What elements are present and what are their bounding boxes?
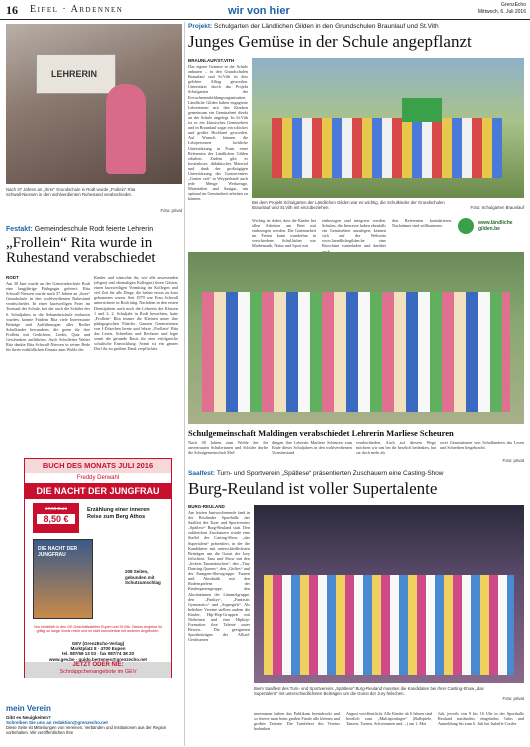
ad-book-cover: DIE NACHT DER JUNGFRAU xyxy=(33,539,93,619)
ad-cta-title: JETZT ODER NIE: xyxy=(72,662,124,668)
ad-banner: BUCH DES MONATS JULI 2016 xyxy=(25,459,171,473)
rodt-photo xyxy=(6,24,182,184)
gilden-logo-text[interactable]: www.ländliche gilden.be xyxy=(478,220,513,232)
ad-web[interactable]: www.gev.be · guido.bertemes@grenzecho.net xyxy=(49,656,147,662)
rodt-text-col2: Kinder und wünschte ihr, wie alle anwesenden (eligen) und ehemaligen Kollegen) ihren Gästen, einen kurzweiligen Vormittag im Kollegen und viel Zeit für alle Dinge, die bisher etwas zu kurz gekommen waren. Seit 1979 war Frau Schwall unterrichtete in Rodt tätig. Nachdem in den ersten Dienstjahren auch noch die Lehrerin der Klassen 1 und 2, 2. Schuljahr in Rodt besuchten, hatte „Frollein“ Rita immer die Kleinen unter ihre pädagogischen Fittiche. Ganzen Generationen von I-Dötzchen lernte und lehrte „Frollein“ Rita das Lesen, Schreiben und Rechnen und legte somit die gesunde Basis für eine erfolgreiche schulische Entwicklung. Somit ist ein ganzes Dorf ihr zu großem Dank verpflichtet. xyxy=(94,275,178,352)
maldingen-text-col1: Nach 38 Jahren zum Wohle der ihr anvertrauten Schülerinnen und Schüler durfte die Schulgemeinschaft Mal- xyxy=(188,440,268,456)
burg-headline: Burg-Reuland ist voller Supertalente xyxy=(188,479,438,498)
maldingen-photo-credit: Foto: privat xyxy=(502,458,524,463)
maldingen-photo xyxy=(188,252,524,424)
gemuese-photo xyxy=(252,58,524,198)
maldingen-headline: Schulgemeinschaft Maldingen verabschiedet Lehrerin Marliese Scheuren xyxy=(188,428,454,438)
publication-date: Mittwoch, 6. Juli 2016 xyxy=(477,9,526,15)
rodt-dateline: RODT xyxy=(6,275,19,280)
rodt-photo-caption: Nach 37 Jahren an „ihrer“ Grundschule in Rodt wurde „Frollein“ Rita Schwall-Niessen in den wohlverdienten Ruhestand verabschiedet. xyxy=(6,187,136,198)
maldingen-text-col3: verabschieden. Auch auf diesem Wege möchten wir uns bei ihr herzlich bedanken, hat sie doch mehr als xyxy=(356,440,436,456)
book-ad xyxy=(24,458,172,678)
burg-photo xyxy=(254,505,524,683)
mein-verein-box xyxy=(6,704,182,746)
mein-verein-title: mein Verein xyxy=(6,704,51,713)
ad-old-price: 17,50 Euro xyxy=(44,506,68,511)
burg-photo-caption: Beim Saalfest des Turn- und Sportvereins „Spätlese“ Burg-Reuland mussten die Kandidaten bei Ihrer Casting-Show „das Supertalent“ mit unterschiedlichsten Beiträgen um die Gunst der Jury feilschen. xyxy=(254,686,484,697)
ad-address: Marktplatz 8 · 4700 Eupen xyxy=(70,646,126,652)
rodt-headline: „Frollein“ Rita wurde in Ruhestand verabschiedet xyxy=(6,235,156,266)
gemuese-photo-children xyxy=(272,118,502,178)
gemuese-photo-banner xyxy=(402,98,442,122)
gemuese-dateline: BRAUNLAUF/ST.VITH xyxy=(188,58,235,63)
ad-phone: tel. 087/59 13 03 · fax 087/74 38 20 xyxy=(61,651,135,657)
rodt-photo-person xyxy=(106,84,146,174)
rodt-photo-credit: Foto: privat xyxy=(160,208,182,213)
ad-note: Nur erhältlich in den GE-Geschäftsstellen Eupen und St.Vith. Dieses Angebot ist gültig so lange Vorrat reicht und ist nicht kumulierbar mit anderen Angeboten. xyxy=(34,625,162,634)
burg-text-col4: Juli, jeweils von 9 bis 16 Uhr in der Sporthalle Reuland stattfinden, eingeladen. Infos und Anmeldung bis zum 6. Juli bei Isabelle Cordes xyxy=(438,711,524,727)
gemuese-text-col3: einbezogen und integriert werden. Schulen, die Interesse haben ebenfalls ein Gemüsebeet anzulegen, können sich auf der Webseite www.laendlichegilden.be eine Broschüre runterladen und darüber xyxy=(322,218,386,249)
page-number: 16 xyxy=(6,3,18,17)
ad-contact xyxy=(25,641,171,662)
maldingen-photo-children xyxy=(202,292,510,412)
mein-verein-info: Diese Seite ist Mitteilungen von Vereinen, Verbänden und Institutionen aus der Region vorbehalten. Wir veröffentlichen Ihre xyxy=(6,725,167,735)
burg-text-col2: nnermanns haben das Publikum beeindruckt und so feierte man beim großen Finale alle kleinen und großen Talente. Die Turnlehrer des Vereins bedanken xyxy=(254,711,340,732)
publication-name: GrenzEcho xyxy=(500,2,526,8)
rodt-kicker: Festakt: Gemeindeschule Rodt feierte Lehrerin xyxy=(6,226,154,233)
mein-verein-email[interactable]: Schreiben Sie uns an redaktion@grenzecho.net xyxy=(6,720,108,725)
ad-price-box xyxy=(33,503,79,533)
ad-company: GEV (GrenzEcho-Verlag) xyxy=(71,641,125,646)
gemuese-headline: Junges Gemüse in der Schule angepflanzt xyxy=(188,32,472,51)
ad-pages: 208 Seiten, gebunden mit Schutzumschlag xyxy=(125,569,161,585)
burg-text-col3: August veröffentlicht. Alle Kinder ab 6 Jahren sind herzlich zum „Multisportlager“ (Ballspiele, Tanzen, Turnen, Schwimmen und ...) am 1. Mai xyxy=(346,711,432,727)
gilden-logo xyxy=(458,216,524,238)
gilden-logo-icon xyxy=(458,218,474,234)
gemuese-photo-credit: Foto: Schulgarten Braunlauf xyxy=(470,205,524,210)
gemuese-photo-caption: Bei dem Projekt Schulgarten der Ländlichen Gilden war es wichtig, die Schulkinder der Grundschulen Braunlauf und St.Vith mit einzubeziehen. xyxy=(252,200,445,211)
ad-cta xyxy=(25,662,171,678)
gemuese-kicker: Projekt: Schulgarten der Ländlichen Gilden in den Grundschulen Braunlauf und St.Vith xyxy=(188,23,439,30)
burg-text-col1: Am letzten Juniwochenende fand in der Reuländer Sporthalle das Saalfest des Turn- und Sportvereins „Spätlese“ Burg-Reuland statt. Den zahlreichen Zuschauern wurde eine Staffel der Casting-Show „das Supertalent“ präsentiert, in der die Kandidaten mit unterschiedlichsten Beiträgen um die Gunst der Jury feilschten. Tanz und Show mit den „leckets Tanzmäuschen“, den „Tiny Dancing Queens“, den „Girlies“ und der Eumgem-Showgruppe. Turnen und Akrobatik mit den Bodenspielern der Kindergartengruppe, den Akrobatinnen der Lämmelgruppe, den „Funkys“, „Fantastic Gymnastics“ und „Supergirls“. Als beliebter Vereine stellten zudem die Kinder, Hip-Hop-Gruppen mit Niebrinen und eine Hiphop-Formation ihre Talente unter Beweis. Die geeigneten Sportbeiträgen der Allrad-Gerätturnen xyxy=(188,510,250,643)
rodt-text-col1: Am 30 Juni wurde an der Gemeindeschule Rodt eine langjährige Pädagogin gefeiert: Rita Schwall-Niessen wurde nach 37 Jahren an „ihrer“ Grundschule in den wohlverdienten Ruhestand verabschiedet. In einer kurzweiligen Feier im Turnsaal der Schule, bei der auch die Schüler des 6. Schuljahres in die Sekundarschule entlassen wurden, konnte Frädein Rita viele Interessante Beiträge und Aufführungen aller Rodter Schulkinder bewundern, die gerne für ihre Frollein mit Gedichten, Lieder, Quiz und Geschenken aufführten. Auch Schulleiter Walter Ritz dankte Rita Schwall-Niessen in seiner Rede für ihren vorbildlichen Einsatz zum Wohle der xyxy=(6,281,90,353)
maldingen-text-col2: dingen ihre Lehrerin Marliese Scheuren zum Ende dieses Schuljahres in den wohlverdienten Vorruhestand xyxy=(272,440,352,456)
gemuese-text-col1: Das eigene Gemüse in der Schule anbauen – in den Grundschulen Braunlauf und St.Vith ist dies gelebter Alltag geworden. Unterstützt durch das Projekt Schulgarten der Erwachsenenbildungsorganisation Ländliche Gilden haben engagierte Lehrerinnen mit den Kindern gemeinsam ein Gemüsebeet direkt an der Schule angelegt. In St.Vith ist es ein klassisches Gemüsebeet und in Braunlauf sogar ein schickes und großes Hochbeet geworden. Auf Wunsch können die Lehrpersonen fachliche Unterstützung in Form einer Referentin der Ländlichen Gilden erhalten. Zudem gibt es kostenloses, didaktisches Material und dank der großzügigen Unterstützung des Gartencenters „Garten vert“ in Weyperhardt auch jede Menge Werkzeuge, Materialien und Saatgut, um optimal im Gemüsebeet arbeiten zu können. xyxy=(188,64,248,202)
burg-photo-credit: Foto: privat xyxy=(502,696,524,701)
burg-photo-performers xyxy=(264,575,514,675)
burg-dateline: BURG-REULAND xyxy=(188,504,225,509)
page-header xyxy=(0,0,530,20)
maldingen-text-col4: zwei Generationen von Schulkindern das Lesen und Schreiben beigebracht. xyxy=(440,440,524,451)
mein-verein-question: Gibt es Neuigkeiten? xyxy=(6,715,51,720)
section-tagline: wir von hier xyxy=(228,5,290,17)
gemuese-text-col2: Wichtig ist dabei, dass die Kinder bei allen Arbeiten am Beet mit einbezogen werden. Die Gartenarbeit im Freien kann wunderbar in verschiedene Schulfächer wie Mathematik, Natur und Sport mit xyxy=(252,218,316,249)
ad-author: Freddy Derwahl xyxy=(76,475,120,481)
ad-cta-text: Schnäppchenangebote im GEV xyxy=(59,669,137,675)
rodt-photo-sign: LEHRERIN xyxy=(36,54,116,94)
ad-new-price: 8,50 € xyxy=(37,514,75,524)
section-title: Eifel · Ardennen xyxy=(30,4,124,15)
ad-title: DIE NACHT DER JUNGFRAU xyxy=(25,483,171,499)
burg-kicker: Saalfest: Turn- und Sportverein „Spätlese“ präsentierten Zuschauern eine Casting-Show xyxy=(188,470,444,477)
gemuese-text-col4: den Referenten kontaktieren. Nachahmer sind willkommen. xyxy=(392,218,452,229)
ad-subtitle: Erzählung einer inneren Reise zum Berg Athos xyxy=(87,507,150,520)
